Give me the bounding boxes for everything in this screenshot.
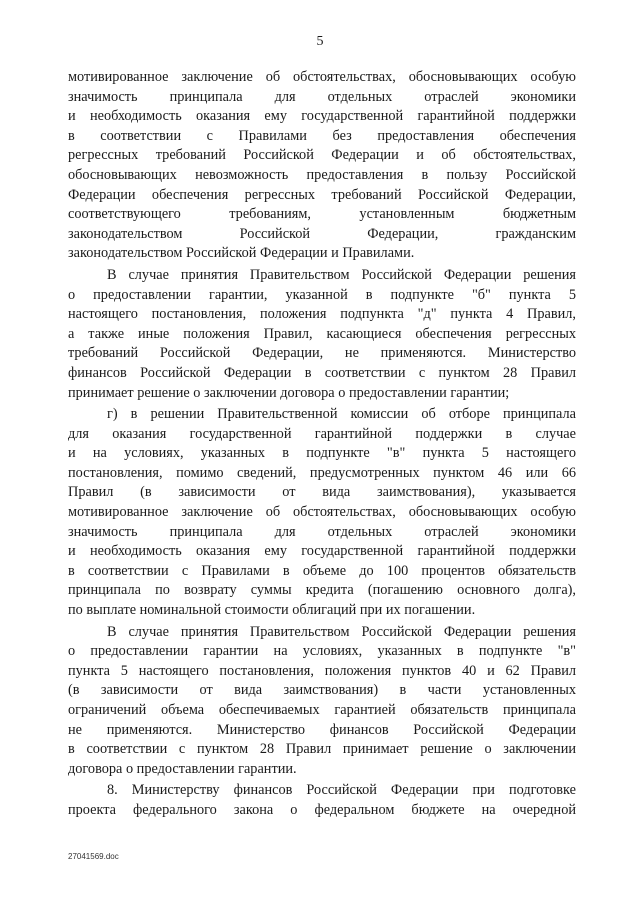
- text-line: настоящего постановления, положения подпункта "д" пункта 4 Правил,: [68, 306, 576, 323]
- text-line: законодательством Российской Федерации, гражданским: [68, 225, 576, 242]
- text-line: о предоставлении гарантии на условиях, указанных в подпункте "в": [68, 643, 576, 660]
- text-line: Правил (в зависимости от вида заимствования), указывается: [68, 484, 576, 501]
- text-line: и необходимость оказания ему государственной гарантийной поддержки: [68, 108, 576, 125]
- text-line: а также иные положения Правил, касающиеся обеспечения регрессных: [68, 325, 576, 342]
- text-line: не применяются. Министерство финансов Российской Федерации: [68, 721, 576, 738]
- text-line: пункта 5 настоящего постановления, положения пунктов 40 и 62 Правил: [68, 662, 576, 679]
- text-line: г) в решении Правительственной комиссии об отборе принципала: [107, 406, 576, 423]
- paragraph-continuation: [68, 68, 576, 264]
- text-line: 8. Министерству финансов Российской Федерации при подготовке: [107, 782, 576, 799]
- text-line: ограничений объема обеспечиваемых гарантией обязательств принципала: [68, 702, 576, 718]
- document-file-code: 27041569.doc: [68, 852, 119, 861]
- text-line: регрессных требований Российской Федерации и об обстоятельствах,: [68, 147, 576, 164]
- page-number: 5: [316, 34, 324, 49]
- text-line: в соответствии с Правилами без предоставления обеспечения: [68, 127, 576, 144]
- document-body: [68, 68, 576, 821]
- text-line: значимость принципала для отдельных отраслей экономики: [68, 523, 576, 540]
- text-line: В случае принятия Правительством Российской Федерации решения: [107, 266, 576, 283]
- text-line: принципала по возврату суммы кредита (погашению основного долга),: [68, 582, 576, 599]
- text-line: проекта федерального закона о федеральном бюджете на очередной: [68, 801, 576, 818]
- text-line: постановления, помимо сведений, предусмотренных пунктом 46 или 66: [68, 464, 576, 481]
- text-line: соответствующего требованиям, установленным бюджетным: [68, 206, 576, 223]
- text-line: (в зависимости от вида заимствования) в части установленных: [68, 682, 576, 699]
- text-line: договора о предоставлении гарантии.: [68, 760, 297, 777]
- text-line: и на условиях, указанных в подпункте "в" пункта 5 настоящего: [68, 445, 576, 462]
- paragraph-item-g: [68, 405, 576, 621]
- text-line: по выплате номинальной стоимости облигаций при их погашении.: [68, 602, 476, 619]
- text-line: обосновывающих невозможность предоставления в пользу Российской: [68, 166, 576, 183]
- text-line: в соответствии с Правилами в объеме до 100 процентов обязательств: [68, 562, 576, 579]
- text-line: и необходимость оказания ему государственной гарантийной поддержки: [68, 543, 576, 560]
- paragraph-limits-exemption: [68, 623, 576, 780]
- text-line: в соответствии с пунктом 28 Правил принимает решение о заключении: [68, 741, 576, 758]
- text-line: В случае принятия Правительством Российской Федерации решения: [107, 623, 576, 640]
- text-line: о предоставлении гарантии, указанной в подпункте "б" пункта 5: [68, 286, 576, 303]
- text-line: принимает решение о заключении договора о предоставлении гарантии;: [68, 384, 510, 401]
- text-line: Федерации обеспечения регрессных требований Российской Федерации,: [68, 186, 576, 203]
- text-line: требований Российской Федерации, не применяются. Министерство: [68, 345, 576, 362]
- paragraph-regress-exemption: [68, 266, 576, 403]
- text-line: значимость принципала для отдельных отраслей экономики: [68, 88, 576, 105]
- text-line: законодательством Российской Федерации и Правилами.: [68, 245, 415, 262]
- text-line: для оказания государственной гарантийной поддержки в случае: [68, 425, 576, 442]
- text-line: мотивированное заключение об обстоятельствах, обосновывающих особую: [68, 504, 576, 521]
- text-line: мотивированное заключение об обстоятельствах, обосновывающих особую: [68, 69, 576, 85]
- paragraph-item-8: [68, 781, 576, 820]
- text-line: финансов Российской Федерации в соответствии с пунктом 28 Правил: [68, 364, 576, 381]
